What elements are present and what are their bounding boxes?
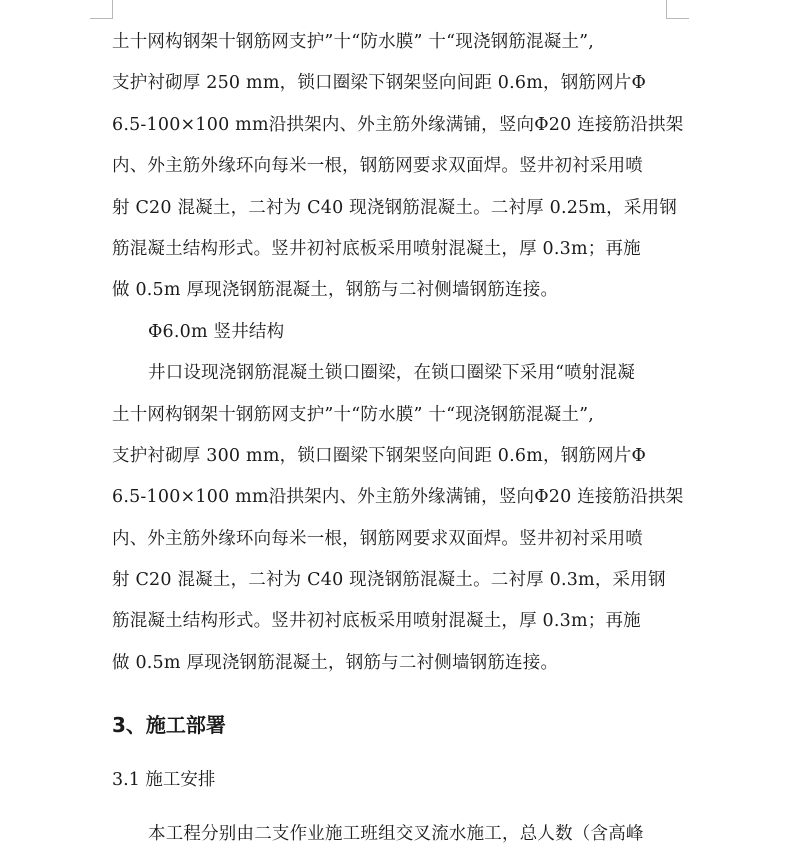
text-line: 筋混凝土结构形式。竖井初衬底板采用喷射混凝土，厚 0.3m；再施 — [112, 611, 641, 632]
text-line: 土十网构钢架十钢筋网支护”十“防水膜” 十“现浇钢筋混凝土”, — [112, 404, 595, 425]
text-line: 射 C20 混凝土，二衬为 C40 现浇钢筋混凝土。二衬厚 0.3m，采用钢 — [112, 570, 666, 591]
text-line: 井口设现浇钢筋混凝土锁口圈梁，在锁口圈梁下采用“喷射混凝 — [148, 363, 636, 384]
paragraph-1 — [112, 22, 684, 312]
paragraph-2 — [112, 353, 684, 684]
text-line: 支护衬砌厚 250 mm，锁口圈梁下钢架竖向间距 0.6m，钢筋网片Φ — [112, 73, 647, 94]
text-line: 射 C20 混凝土，二衬为 C40 现浇钢筋混凝土。二衬厚 0.25m，采用钢 — [112, 197, 677, 218]
text-line: 做 0.5m 厚现浇钢筋混凝土，钢筋与二衬侧墙钢筋连接。 — [112, 280, 559, 301]
text-line: 本工程分别由二支作业施工班组交叉流水施工，总人数（含高峰 — [148, 824, 644, 845]
text-line: 6.5-100×100 mm沿拱架内、外主筋外缘满铺，竖向Φ20 连接筋沿拱架 — [112, 487, 684, 508]
paragraph-3 — [112, 814, 668, 855]
subsection-heading: 3.1 施工安排 — [112, 770, 216, 791]
text-line: 内、外主筋外缘环向每米一根，钢筋网要求双面焊。竖井初衬采用喷 — [112, 156, 643, 177]
text-line: 内、外主筋外缘环向每米一根，钢筋网要求双面焊。竖井初衬采用喷 — [112, 528, 643, 549]
document-body[interactable] — [112, 22, 684, 856]
page-corner-mark-right — [666, 0, 689, 19]
text-line: 做 0.5m 厚现浇钢筋混凝土，钢筋与二衬侧墙钢筋连接。 — [112, 652, 559, 673]
section-heading: 3、施工部署 — [112, 713, 226, 738]
text-line: 筋混凝土结构形式。竖井初衬底板采用喷射混凝土，厚 0.3m；再施 — [112, 238, 641, 259]
text-line: 土十网构钢架十钢筋网支护”十“防水膜” 十“现浇钢筋混凝土”, — [112, 32, 595, 52]
text-line: 支护衬砌厚 300 mm，锁口圈梁下钢架竖向间距 0.6m，钢筋网片Φ — [112, 445, 647, 466]
section-label: Φ6.0m 竖井结构 — [148, 321, 285, 342]
text-line: 6.5-100×100 mm沿拱架内、外主筋外缘满铺，竖向Φ20 连接筋沿拱架 — [112, 114, 684, 135]
page-corner-mark-left — [90, 0, 113, 19]
